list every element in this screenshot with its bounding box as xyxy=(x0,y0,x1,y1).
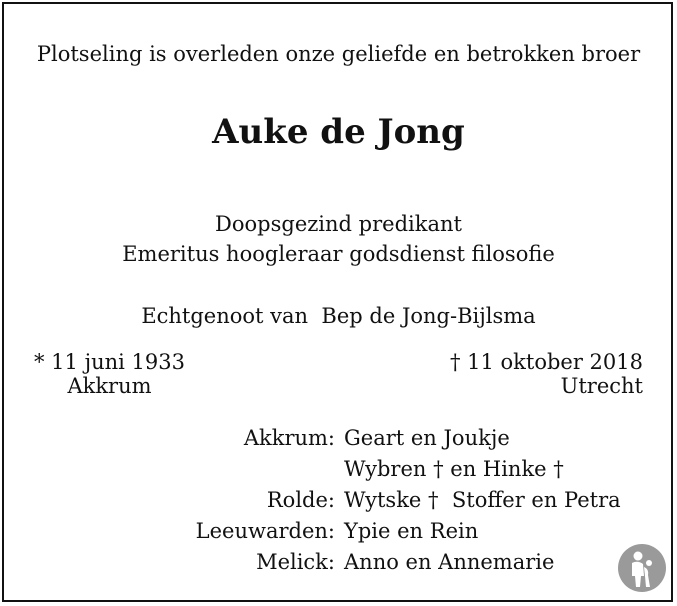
family-row xyxy=(0,550,677,581)
death-block xyxy=(450,350,643,398)
role-line-1: Doopsgezind predikant xyxy=(215,212,462,236)
family-row xyxy=(0,457,677,488)
family-location: Akkrum: xyxy=(243,426,335,450)
family-names: Ypie en Rein xyxy=(344,519,479,543)
family-location: Melick: xyxy=(256,550,335,574)
family-row xyxy=(0,488,677,519)
death-place: Utrecht xyxy=(560,374,643,398)
family-names: Wybren † en Hinke † xyxy=(344,457,564,481)
spouse-line: Echtgenoot van Bep de Jong-Bijlsma xyxy=(141,304,536,328)
family-list xyxy=(0,426,677,581)
role-line-2: Emeritus hoogleraar godsdienst filosofie xyxy=(122,242,555,266)
family-location: Rolde: xyxy=(266,488,335,512)
birth-date: * 11 juni 1933 xyxy=(34,350,185,374)
birth-place: Akkrum xyxy=(67,374,152,398)
birth-block xyxy=(34,350,185,398)
family-location: Leeuwarden: xyxy=(195,519,335,543)
family-row xyxy=(0,426,677,457)
family-names: Anno en Annemarie xyxy=(344,550,555,574)
family-names: Wytske † Stoffer en Petra xyxy=(344,488,621,512)
mourning-figure-icon xyxy=(617,543,667,593)
deceased-name: Auke de Jong xyxy=(212,112,465,152)
intro-text: Plotseling is overleden onze geliefde en betrokken broer xyxy=(36,42,641,66)
family-names: Geart en Joukje xyxy=(344,426,510,450)
death-date: † 11 oktober 2018 xyxy=(449,350,643,374)
family-row xyxy=(0,519,677,550)
